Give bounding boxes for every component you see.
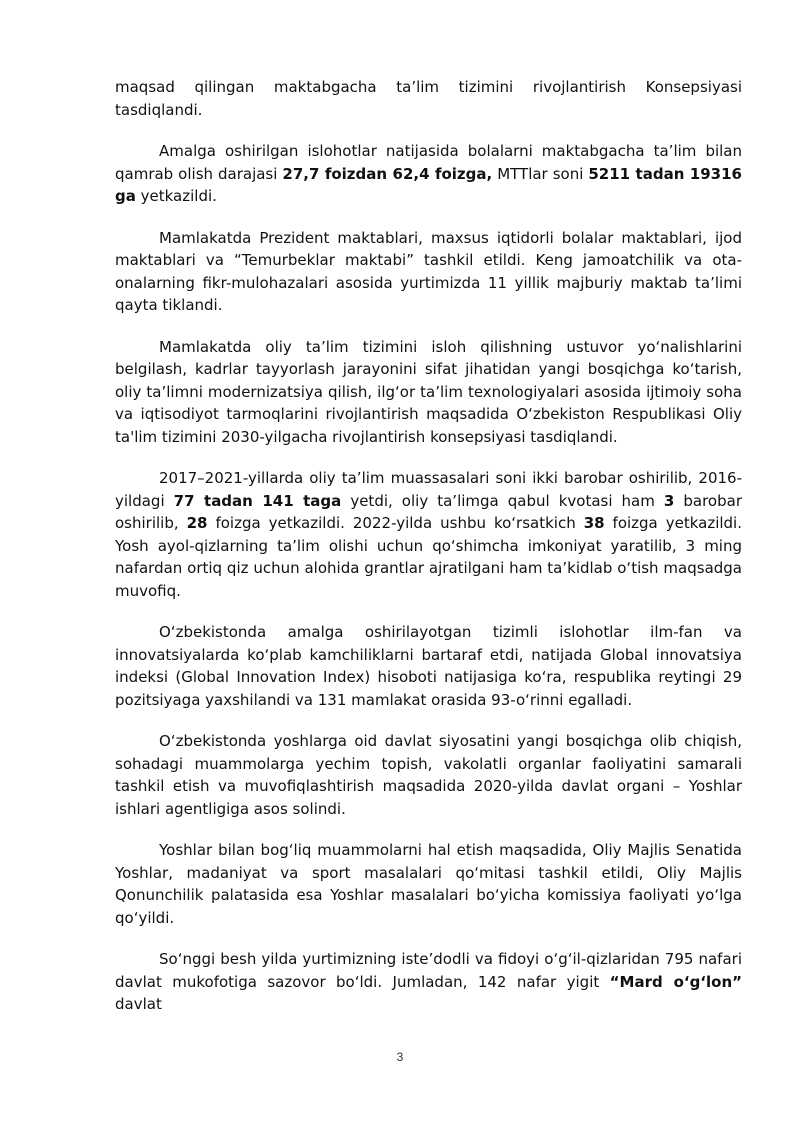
text-segment: 2017–2021-yillarda oliy ta’lim muassasalari soni ikki barobar oshirilib, 2016-yildagi — [115, 469, 742, 510]
paragraph-6 — [115, 621, 742, 711]
text-segment: yetkazildi. — [135, 187, 217, 205]
text-segment: davlat — [115, 995, 162, 1013]
paragraph-2 — [115, 140, 742, 208]
paragraph-5 — [115, 467, 742, 602]
paragraph-4 — [115, 336, 742, 449]
text-segment: Yoshlar bilan bog‘liq muammolarni hal etish maqsadida, Oliy Majlis Senatida Yoshlar, madaniyat va sport masalalari qo‘mitasi tashkil etildi, Oliy Majlis Qonunchilik palatasida esa Yoshlar masalalari bo‘yicha komissiya faoliyati yo‘lga qo‘yildi. — [115, 841, 742, 927]
bold-figure: 28 — [186, 514, 208, 532]
document-body — [115, 76, 742, 1035]
text-segment: yetdi, oliy ta’limga qabul kvotasi ham — [341, 491, 664, 510]
paragraph-8 — [115, 839, 742, 929]
text-segment: foizga yetkazildi. 2022-yilda ushbu ko‘rsatkich — [207, 514, 584, 532]
text-segment: O‘zbekistonda amalga oshirilayotgan tizimli islohotlar ilm-fan va innovatsiyalarda ko‘plab kamchiliklarni bartaraf etdi, natijada Global innovatsiya indeksi (Global Innovation Index) hisoboti natijasiga ko‘ra, respublika reytingi 29 pozitsiyaga yaxshilandi va 131 mamlakat orasida 93-o‘rinni egalladi. — [115, 623, 742, 709]
text-segment: MTTlar soni — [492, 164, 589, 183]
paragraph-3 — [115, 227, 742, 317]
bold-figure: 5211 tadan 19316 ga — [115, 164, 742, 205]
bold-figure: 3 — [663, 491, 675, 510]
bold-award-name: “Mard o‘g‘lon” — [609, 972, 742, 991]
text-segment: Mamlakatda oliy ta’lim tizimini isloh qilishning ustuvor yo‘nalishlarini belgilash, kadrlar tayyorlash jarayonini sifat jihatidan yangi bosqichga ko‘tarish, oliy ta’limni modernizatsiya qilish, ilg‘or ta’lim texnologiyalari asosida ijtimoiy soha va iqtisodiyot tarmoqlarini rivojlantirish maqsadida O‘zbekiston Respublikasi Oliy ta'lim tizimini 2030-yilgacha rivojlantirish konsepsiyasi tasdiqlandi. — [115, 337, 742, 446]
text-segment: barobar oshirilib, — [115, 491, 742, 532]
text-segment: Mamlakatda Prezident maktablari, maxsus iqtidorli bolalar maktablari, ijod maktablari va “Temurbeklar maktabi” tashkil etildi. Keng jamoatchilik va ota-onalarning fikr-mulohazalari asosida yurtimizda 11 yillik majburiy maktab ta’limi qayta tiklandi. — [115, 228, 742, 314]
bold-figure: 27,7 foizdan 62,4 foizga, — [282, 164, 493, 183]
bold-figure: 77 tadan 141 taga — [173, 491, 342, 510]
text-segment: O‘zbekistonda yoshlarga oid davlat siyosatini yangi bosqichga olib chiqish, sohadagi muammolarga yechim topish, vakolatli organlar faoliyatini samarali tashkil etish va muvofiqlashtirish maqsadida 2020-yilda davlat organi – Yoshlar ishlari agentligiga asos solindi. — [115, 732, 742, 818]
text-segment: Amalga oshirilgan islohotlar natijasida bolalarni maktabgacha ta’lim bilan qamrab olish darajasi — [115, 142, 742, 183]
paragraph-9 — [115, 948, 742, 1016]
text-segment: So‘nggi besh yilda yurtimizning iste’dodli va fidoyi o‘g‘il-qizlaridan 795 nafari davlat mukofotiga sazovor bo‘ldi. Jumladan, 142 nafar yigit — [115, 950, 742, 991]
text-segment: foizga yetkazildi. Yosh ayol-qizlarning ta’lim olishi uchun qo‘shimcha imkoniyat yaratilib, 3 ming nafardan ortiq qiz uchun alohida grantlar ajratilgani ham ta’kidlab o‘tish maqsadga muvofiq. — [115, 514, 742, 600]
text-segment: maqsad qilingan maktabgacha ta’lim tizimini rivojlantirish Konsepsiyasi tasdiqlandi. — [115, 78, 742, 119]
paragraph-7 — [115, 730, 742, 820]
bold-figure: 38 — [583, 514, 605, 532]
paragraph-1 — [115, 76, 742, 121]
page-number: 3 — [396, 1050, 404, 1064]
